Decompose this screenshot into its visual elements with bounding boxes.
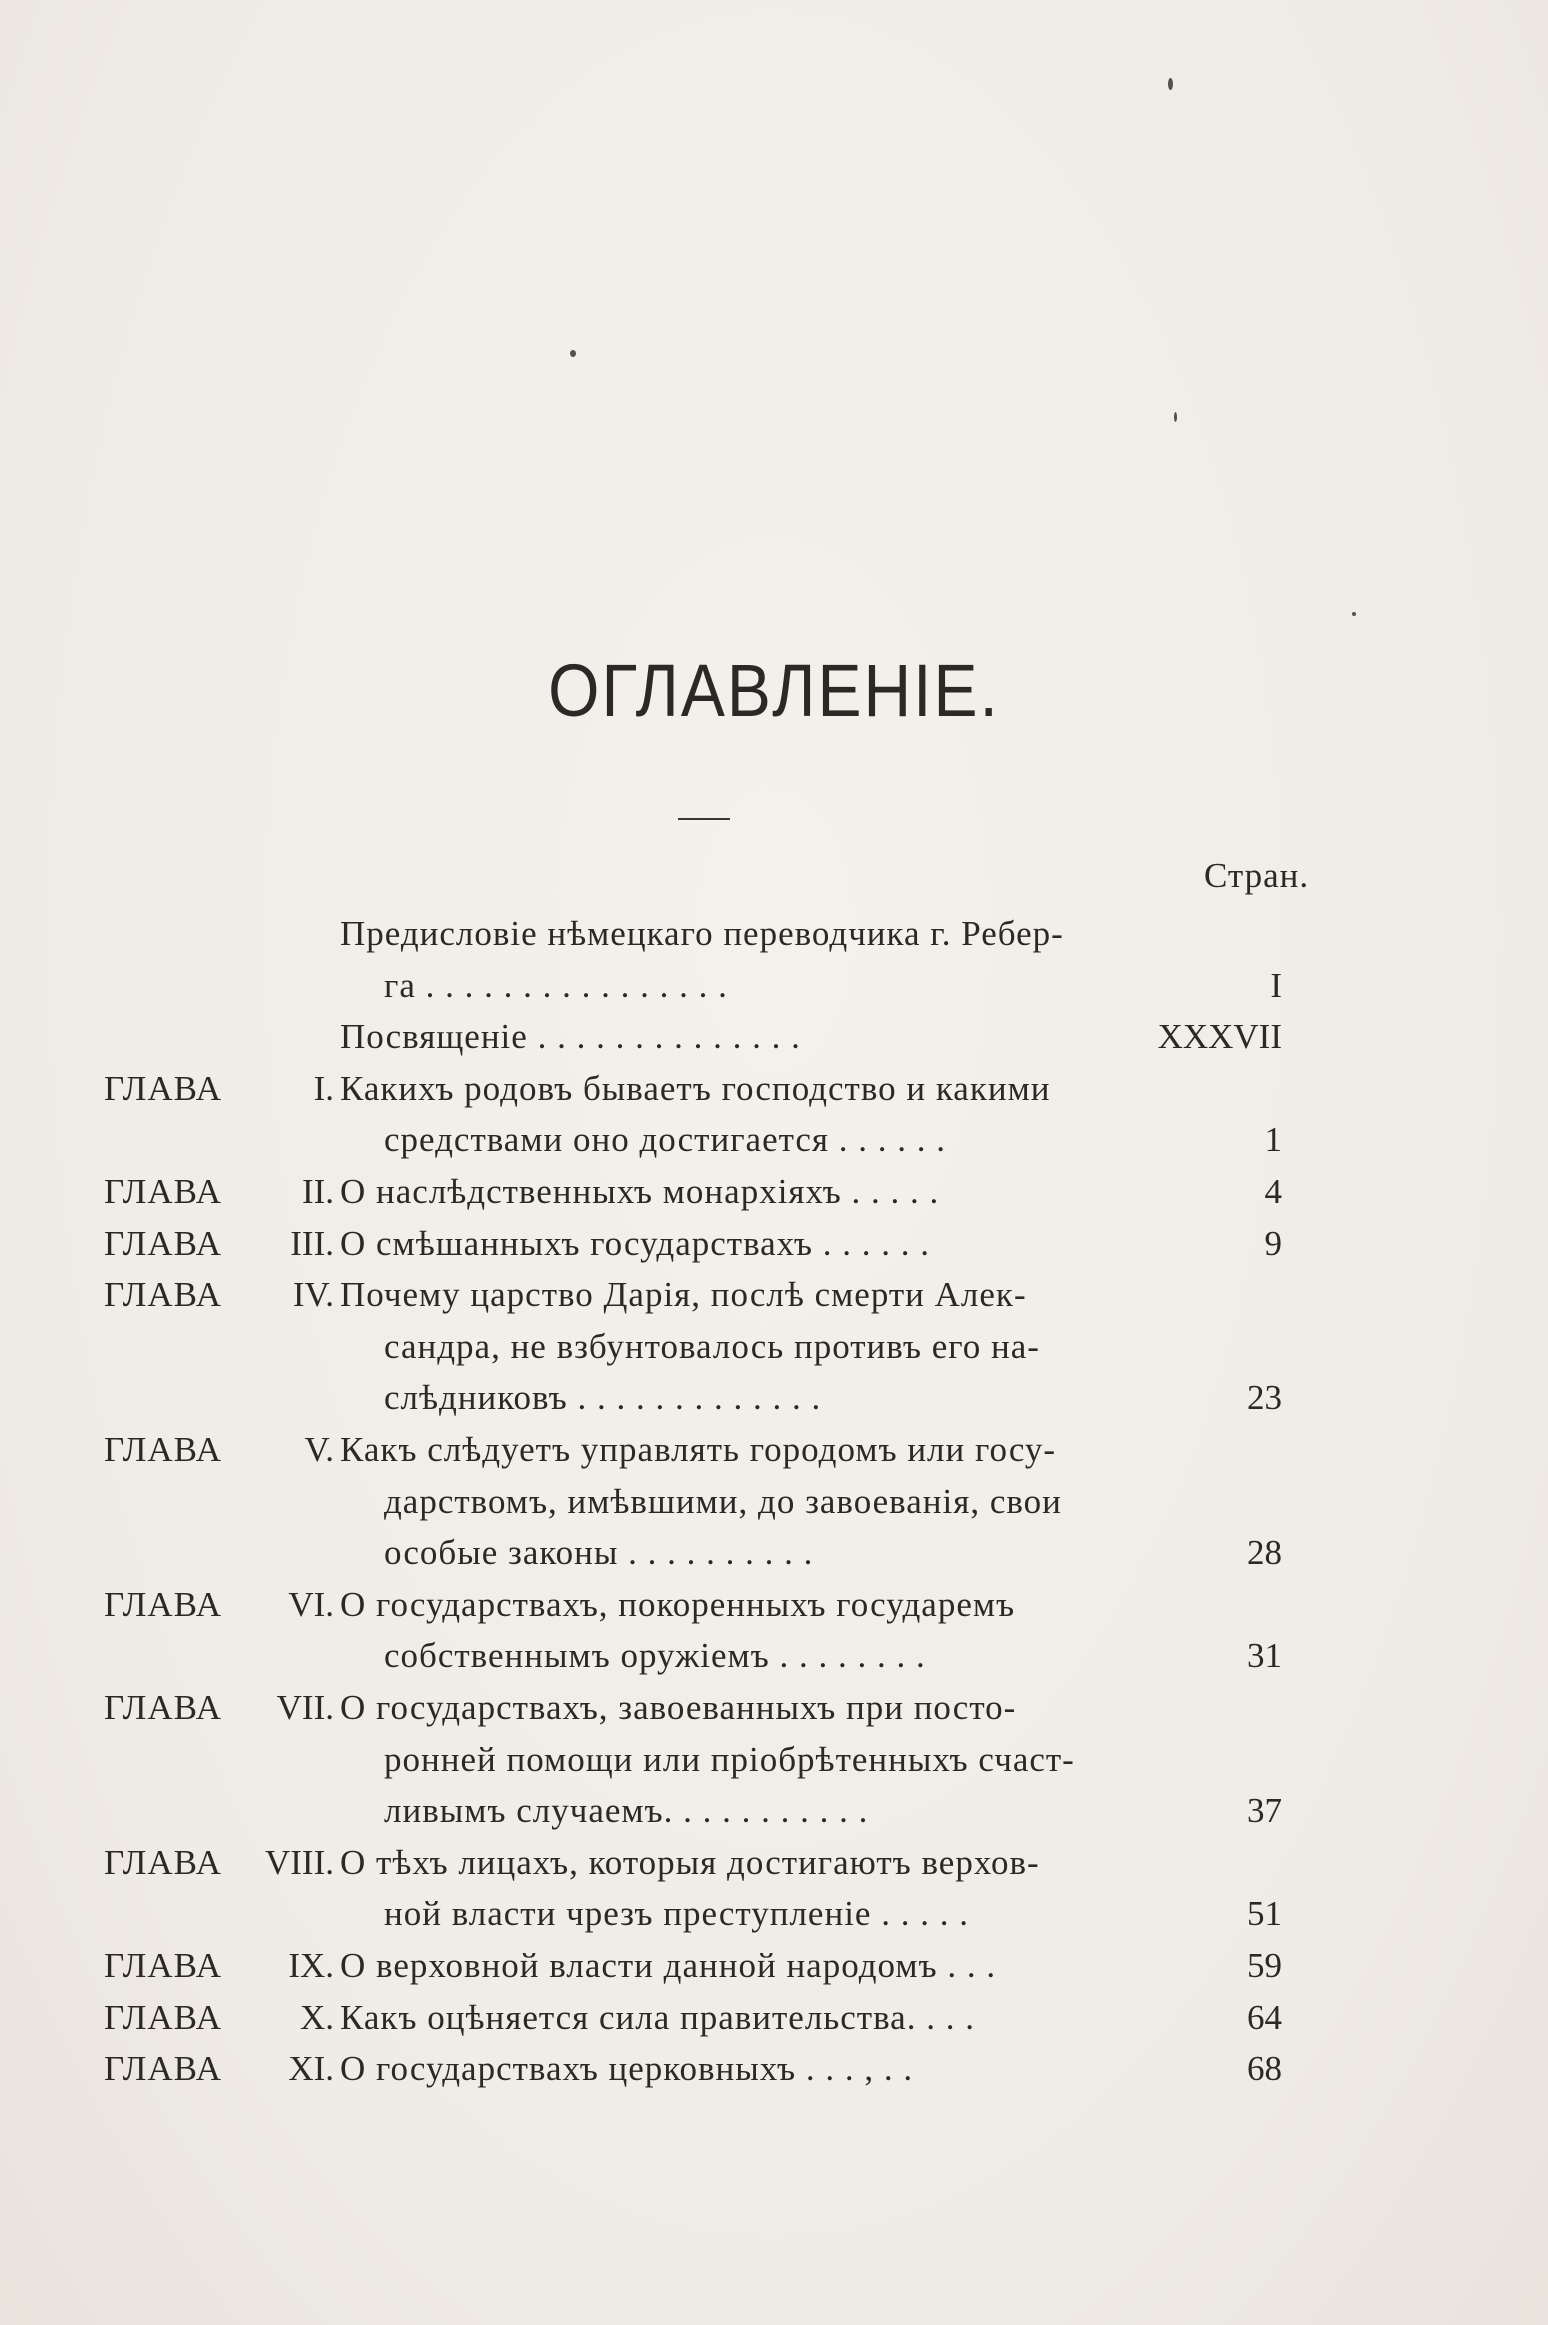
entry-title-line: О наслѣдственныхъ монархіяхъ . . . . . <box>340 1172 940 1211</box>
entry-title-line: особые законы . . . . . . . . . . <box>384 1533 814 1573</box>
entry-title-line: ронней помощи или пріобрѣтенныхъ счаст- <box>384 1739 1075 1779</box>
chapter-label: ГЛАВА <box>104 1688 223 1727</box>
entry-title-line: ливымъ случаемъ. . . . . . . . . . . <box>384 1791 869 1831</box>
entry-page-number: 31 <box>1247 1636 1282 1676</box>
entry-page-number: 28 <box>1247 1533 1282 1573</box>
page-title: ОГЛАВЛЕНІЕ. <box>548 648 1000 732</box>
entry-title-line: О смѣшанныхъ государствахъ . . . . . . <box>340 1223 930 1263</box>
entry-title-line: ной власти чрезъ преступленіе . . . . . <box>384 1894 969 1934</box>
ink-speck <box>570 350 576 357</box>
chapter-numeral: VII. <box>276 1688 334 1727</box>
chapter-label: ГЛАВА <box>104 1997 223 2037</box>
chapter-label: ГЛАВА <box>104 1584 223 1624</box>
chapter-numeral: III. <box>290 1223 334 1263</box>
entry-title-line: Какъ слѣдуетъ управлять городомъ или госу- <box>340 1430 1057 1469</box>
title-rule <box>678 818 730 820</box>
entry-page-number: XXXVII <box>1157 1017 1282 1057</box>
ink-speck <box>1168 78 1173 90</box>
entry-title-line: сандра, не взбунтовалось противъ его на- <box>384 1326 1040 1366</box>
entry-page-number: 9 <box>1264 1223 1282 1263</box>
entry-title-line: Какихъ родовъ бываетъ господство и какими <box>340 1068 1051 1108</box>
chapter-label: ГЛАВА <box>104 1068 223 1108</box>
chapter-label: ГЛАВА <box>104 1842 223 1882</box>
ink-speck <box>1174 412 1177 422</box>
chapter-numeral: X. <box>299 1997 334 2037</box>
chapter-numeral: V. <box>304 1430 334 1469</box>
chapter-label: ГЛАВА <box>104 2049 223 2089</box>
entry-page-number: 51 <box>1247 1894 1282 1934</box>
chapter-label: ГЛАВА <box>104 1172 223 1211</box>
entry-title-line: дарствомъ, имѣвшими, до завоеванія, свои <box>384 1481 1062 1521</box>
entry-title-line: О тѣхъ лицахъ, которыя достигаютъ верхов- <box>340 1842 1040 1882</box>
chapter-numeral: IV. <box>292 1275 334 1315</box>
entry-title-line: Предисловіе нѣмецкаго переводчика г. Ребер- <box>340 914 1064 953</box>
chapter-numeral: II. <box>301 1172 334 1211</box>
chapter-label: ГЛАВА <box>104 1430 223 1469</box>
entry-page-number: 1 <box>1264 1120 1282 1160</box>
entry-page-number: 68 <box>1247 2049 1282 2089</box>
chapter-numeral: VI. <box>288 1584 334 1624</box>
entry-page-number: I <box>1270 965 1282 1005</box>
chapter-numeral: I. <box>313 1068 334 1108</box>
entry-title-line: Посвященіе . . . . . . . . . . . . . . <box>340 1017 801 1057</box>
entry-title-line: О государствахъ, завоеванныхъ при посто- <box>340 1688 1017 1727</box>
entry-page-number: 23 <box>1247 1378 1282 1418</box>
entry-title-line: собственнымъ оружіемъ . . . . . . . . <box>384 1636 926 1676</box>
entry-title-line: слѣдниковъ . . . . . . . . . . . . . <box>384 1378 822 1418</box>
chapter-label: ГЛАВА <box>104 1275 223 1315</box>
entry-title-line: Какъ оцѣняется сила правительства. . . . <box>340 1997 975 2037</box>
entry-title-line: га . . . . . . . . . . . . . . . . <box>384 965 728 1005</box>
entry-title-line: О верховной власти данной народомъ . . . <box>340 1946 997 1985</box>
entry-page-number: 64 <box>1247 1997 1282 2037</box>
entry-title-line: Почему царство Дарія, послѣ смерти Алек- <box>340 1275 1027 1315</box>
ink-speck <box>1352 612 1356 616</box>
chapter-label: ГЛАВА <box>104 1946 223 1985</box>
entry-page-number: 37 <box>1247 1791 1282 1831</box>
chapter-numeral: VIII. <box>265 1842 334 1882</box>
chapter-numeral: XI. <box>288 2049 334 2089</box>
chapter-label: ГЛАВА <box>104 1223 223 1263</box>
chapter-numeral: IX. <box>288 1946 334 1985</box>
entry-page-number: 4 <box>1264 1172 1282 1211</box>
page-column-label: Стран. <box>1204 856 1310 895</box>
entry-title-line: средствами оно достигается . . . . . . <box>384 1120 946 1160</box>
entry-title-line: О государствахъ, покоренныхъ государемъ <box>340 1584 1016 1624</box>
entry-title-line: О государствахъ церковныхъ . . . , . . <box>340 2049 914 2089</box>
entry-page-number: 59 <box>1247 1946 1282 1985</box>
